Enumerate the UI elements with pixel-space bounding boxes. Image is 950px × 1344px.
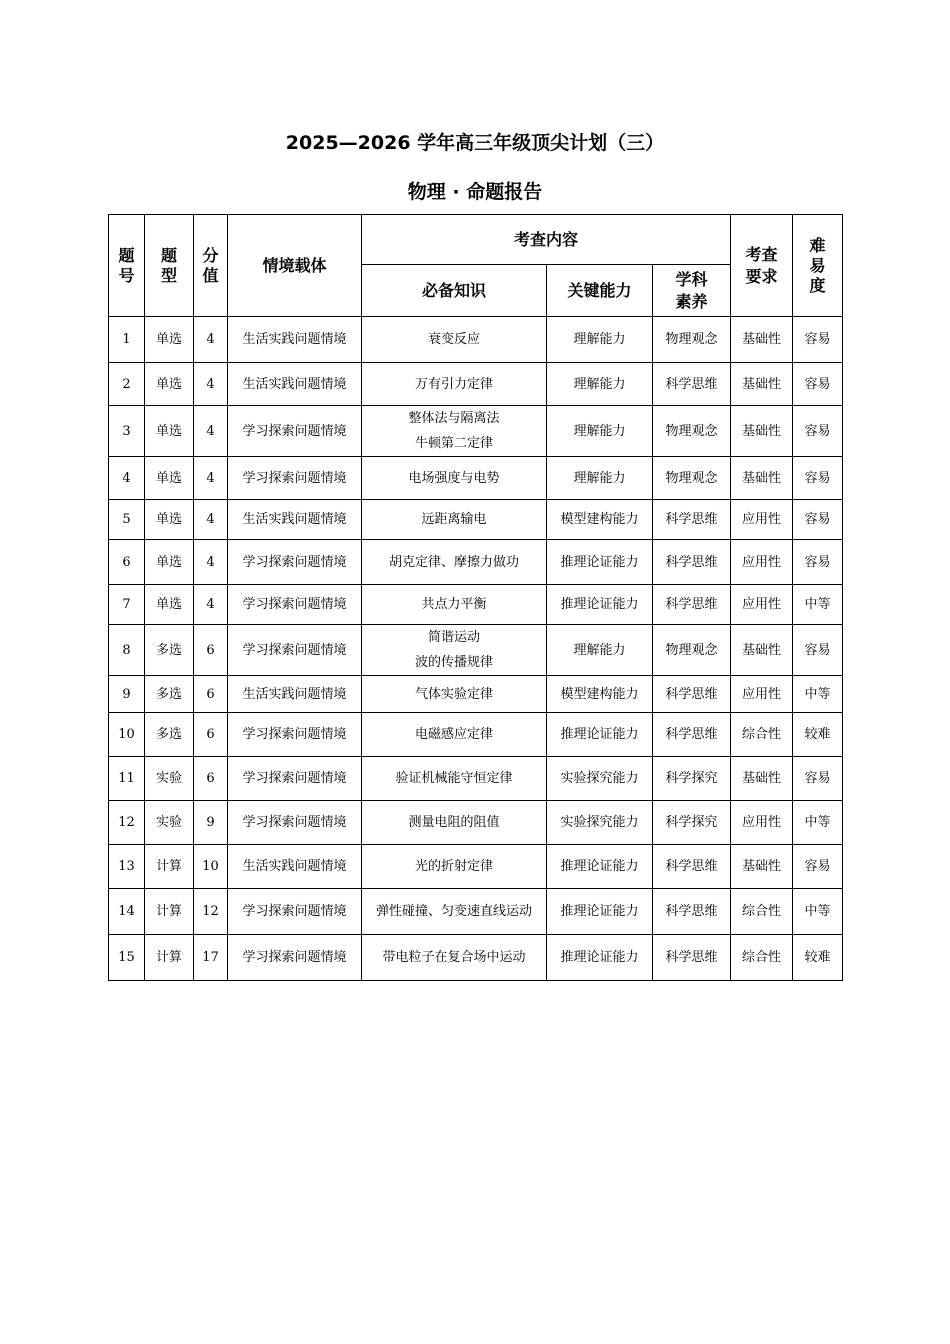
cell-knowledge: [362, 406, 547, 457]
table-row: [109, 713, 843, 757]
table-row: [109, 845, 843, 889]
cell-difficulty: 容易: [793, 757, 843, 801]
cell-ability: 推理论证能力: [547, 713, 653, 757]
header-score: 分值: [194, 215, 228, 317]
header-requirement: 考查要求: [731, 215, 793, 317]
report-table: [108, 214, 843, 981]
cell-ability: 推理论证能力: [547, 935, 653, 981]
cell-ability: 理解能力: [547, 406, 653, 457]
cell-type: 实验: [145, 801, 194, 845]
cell-knowledge: [362, 625, 547, 676]
header-type: 题型: [145, 215, 194, 317]
table-row: [109, 676, 843, 713]
cell-type: 单选: [145, 585, 194, 625]
cell-type: 单选: [145, 317, 194, 363]
cell-score: 6: [194, 713, 228, 757]
cell-knowledge: [362, 801, 547, 845]
cell-context: 学习探索问题情境: [228, 625, 362, 676]
cell-ability: 推理论证能力: [547, 889, 653, 935]
cell-type: 计算: [145, 935, 194, 981]
cell-difficulty: 容易: [793, 500, 843, 540]
knowledge-line: 测量电阻的阻值: [408, 815, 500, 830]
cell-context: 学习探索问题情境: [228, 540, 362, 585]
cell-context: 生活实践问题情境: [228, 317, 362, 363]
table-row: [109, 363, 843, 406]
cell-requirement: 应用性: [731, 801, 793, 845]
document-subtitle: 物理 · 命题报告: [407, 181, 543, 203]
cell-knowledge: [362, 585, 547, 625]
cell-type: 单选: [145, 540, 194, 585]
cell-score: 4: [194, 317, 228, 363]
header-literacy: 学科素养: [653, 265, 731, 317]
cell-knowledge: [362, 935, 547, 981]
cell-score: 17: [194, 935, 228, 981]
knowledge-line: 共点力平衡: [421, 597, 487, 612]
cell-knowledge: [362, 457, 547, 500]
table-row: [109, 500, 843, 540]
cell-ability: 推理论证能力: [547, 585, 653, 625]
cell-score: 4: [194, 500, 228, 540]
cell-ability: 实验探究能力: [547, 757, 653, 801]
cell-type: 单选: [145, 500, 194, 540]
cell-ability: 实验探究能力: [547, 801, 653, 845]
cell-type: 多选: [145, 676, 194, 713]
cell-score: 4: [194, 363, 228, 406]
cell-difficulty: 容易: [793, 845, 843, 889]
document-title: 2025—2026 学年高三年级顶尖计划（三）: [285, 132, 665, 154]
cell-requirement: 基础性: [731, 845, 793, 889]
knowledge-line: 胡克定律、摩擦力做功: [388, 554, 519, 570]
cell-difficulty: 中等: [793, 585, 843, 625]
table-row: [109, 540, 843, 585]
cell-difficulty: 中等: [793, 889, 843, 935]
cell-ability: 推理论证能力: [547, 540, 653, 585]
cell-ability: 理解能力: [547, 363, 653, 406]
cell-literacy: 科学思维: [653, 676, 731, 713]
header-ability: 关键能力: [547, 265, 653, 317]
cell-difficulty: 容易: [793, 457, 843, 500]
cell-knowledge: [362, 317, 547, 363]
cell-context: 学习探索问题情境: [228, 757, 362, 801]
cell-type: 实验: [145, 757, 194, 801]
knowledge-line: 验证机械能守恒定律: [395, 771, 513, 786]
cell-literacy: 科学思维: [653, 845, 731, 889]
cell-requirement: 综合性: [731, 713, 793, 757]
header-context: 情境载体: [228, 215, 362, 317]
knowledge-line: 弹性碰撞、匀变速直线运动: [375, 904, 532, 919]
knowledge-line: 简谐运动: [427, 630, 480, 645]
cell-requirement: 基础性: [731, 363, 793, 406]
cell-num: 9: [109, 676, 145, 713]
cell-type: 多选: [145, 625, 194, 676]
cell-requirement: 基础性: [731, 317, 793, 363]
table-row: [109, 406, 843, 457]
cell-score: 6: [194, 676, 228, 713]
cell-literacy: 科学思维: [653, 585, 731, 625]
cell-num: 5: [109, 500, 145, 540]
cell-literacy: 科学探究: [653, 801, 731, 845]
cell-requirement: 基础性: [731, 757, 793, 801]
knowledge-line: 带电粒子在复合场中运动: [382, 950, 526, 965]
cell-num: 8: [109, 625, 145, 676]
cell-requirement: 综合性: [731, 935, 793, 981]
cell-difficulty: 中等: [793, 801, 843, 845]
cell-num: 14: [109, 889, 145, 935]
cell-type: 计算: [145, 845, 194, 889]
cell-num: 12: [109, 801, 145, 845]
knowledge-line: 波的传播规律: [414, 655, 493, 670]
header-num: 题号: [109, 215, 145, 317]
knowledge-line: 整体法与隔离法: [408, 411, 500, 426]
cell-difficulty: 中等: [793, 676, 843, 713]
knowledge-line: 气体实验定律: [414, 686, 493, 702]
cell-context: 生活实践问题情境: [228, 363, 362, 406]
cell-difficulty: 容易: [793, 317, 843, 363]
cell-requirement: 基础性: [731, 457, 793, 500]
cell-ability: 理解能力: [547, 625, 653, 676]
cell-difficulty: 较难: [793, 935, 843, 981]
cell-score: 9: [194, 801, 228, 845]
cell-context: 学习探索问题情境: [228, 406, 362, 457]
cell-difficulty: 容易: [793, 625, 843, 676]
cell-num: 11: [109, 757, 145, 801]
cell-literacy: 科学探究: [653, 757, 731, 801]
cell-num: 10: [109, 713, 145, 757]
cell-type: 单选: [145, 363, 194, 406]
cell-score: 4: [194, 457, 228, 500]
knowledge-line: 远距离输电: [421, 512, 487, 527]
cell-num: 7: [109, 585, 145, 625]
cell-score: 6: [194, 625, 228, 676]
cell-literacy: 科学思维: [653, 889, 731, 935]
cell-knowledge: [362, 540, 547, 585]
cell-context: 学习探索问题情境: [228, 935, 362, 981]
cell-difficulty: 容易: [793, 406, 843, 457]
cell-literacy: 科学思维: [653, 935, 731, 981]
header-difficulty: 难易度: [793, 215, 843, 317]
knowledge-line: 牛顿第二定律: [414, 436, 493, 451]
cell-knowledge: [362, 757, 547, 801]
cell-literacy: 科学思维: [653, 500, 731, 540]
cell-literacy: 物理观念: [653, 317, 731, 363]
table-row: [109, 585, 843, 625]
cell-requirement: 应用性: [731, 585, 793, 625]
table-row: [109, 801, 843, 845]
cell-ability: 理解能力: [547, 317, 653, 363]
cell-num: 3: [109, 406, 145, 457]
cell-ability: 模型建构能力: [547, 500, 653, 540]
cell-ability: 推理论证能力: [547, 845, 653, 889]
cell-literacy: 科学思维: [653, 363, 731, 406]
cell-requirement: 基础性: [731, 625, 793, 676]
cell-context: 生活实践问题情境: [228, 500, 362, 540]
cell-score: 4: [194, 585, 228, 625]
cell-num: 2: [109, 363, 145, 406]
cell-literacy: 物理观念: [653, 625, 731, 676]
cell-context: 学习探索问题情境: [228, 713, 362, 757]
cell-requirement: 应用性: [731, 540, 793, 585]
knowledge-line: 电磁感应定律: [414, 727, 493, 742]
table-row: [109, 889, 843, 935]
cell-literacy: 科学思维: [653, 713, 731, 757]
cell-requirement: 应用性: [731, 500, 793, 540]
table-row: [109, 757, 843, 801]
cell-literacy: 科学思维: [653, 540, 731, 585]
cell-context: 生活实践问题情境: [228, 845, 362, 889]
cell-context: 学习探索问题情境: [228, 585, 362, 625]
header-knowledge: 必备知识: [362, 265, 547, 317]
cell-num: 13: [109, 845, 145, 889]
cell-score: 4: [194, 540, 228, 585]
cell-context: 生活实践问题情境: [228, 676, 362, 713]
cell-difficulty: 容易: [793, 363, 843, 406]
header-content: 考查内容: [362, 215, 731, 265]
cell-knowledge: [362, 363, 547, 406]
cell-knowledge: [362, 713, 547, 757]
cell-knowledge: [362, 676, 547, 713]
knowledge-line: 电场强度与电势: [408, 470, 500, 486]
cell-ability: 模型建构能力: [547, 676, 653, 713]
cell-score: 4: [194, 406, 228, 457]
knowledge-line: 光的折射定律: [414, 859, 493, 874]
cell-score: 6: [194, 757, 228, 801]
cell-knowledge: [362, 845, 547, 889]
cell-difficulty: 容易: [793, 540, 843, 585]
cell-requirement: 综合性: [731, 889, 793, 935]
cell-type: 多选: [145, 713, 194, 757]
cell-context: 学习探索问题情境: [228, 801, 362, 845]
cell-context: 学习探索问题情境: [228, 457, 362, 500]
knowledge-line: 万有引力定律: [414, 376, 493, 392]
cell-knowledge: [362, 500, 547, 540]
cell-num: 4: [109, 457, 145, 500]
cell-knowledge: [362, 889, 547, 935]
cell-num: 1: [109, 317, 145, 363]
table-row: [109, 625, 843, 676]
cell-requirement: 基础性: [731, 406, 793, 457]
table-row: [109, 935, 843, 981]
cell-ability: 理解能力: [547, 457, 653, 500]
cell-difficulty: 较难: [793, 713, 843, 757]
cell-requirement: 应用性: [731, 676, 793, 713]
cell-num: 15: [109, 935, 145, 981]
cell-score: 12: [194, 889, 228, 935]
cell-score: 10: [194, 845, 228, 889]
cell-literacy: 物理观念: [653, 457, 731, 500]
knowledge-line: 衰变反应: [427, 332, 480, 347]
cell-context: 学习探索问题情境: [228, 889, 362, 935]
cell-type: 单选: [145, 406, 194, 457]
cell-type: 单选: [145, 457, 194, 500]
cell-num: 6: [109, 540, 145, 585]
cell-literacy: 物理观念: [653, 406, 731, 457]
cell-type: 计算: [145, 889, 194, 935]
table-row: [109, 457, 843, 500]
table-row: [109, 317, 843, 363]
